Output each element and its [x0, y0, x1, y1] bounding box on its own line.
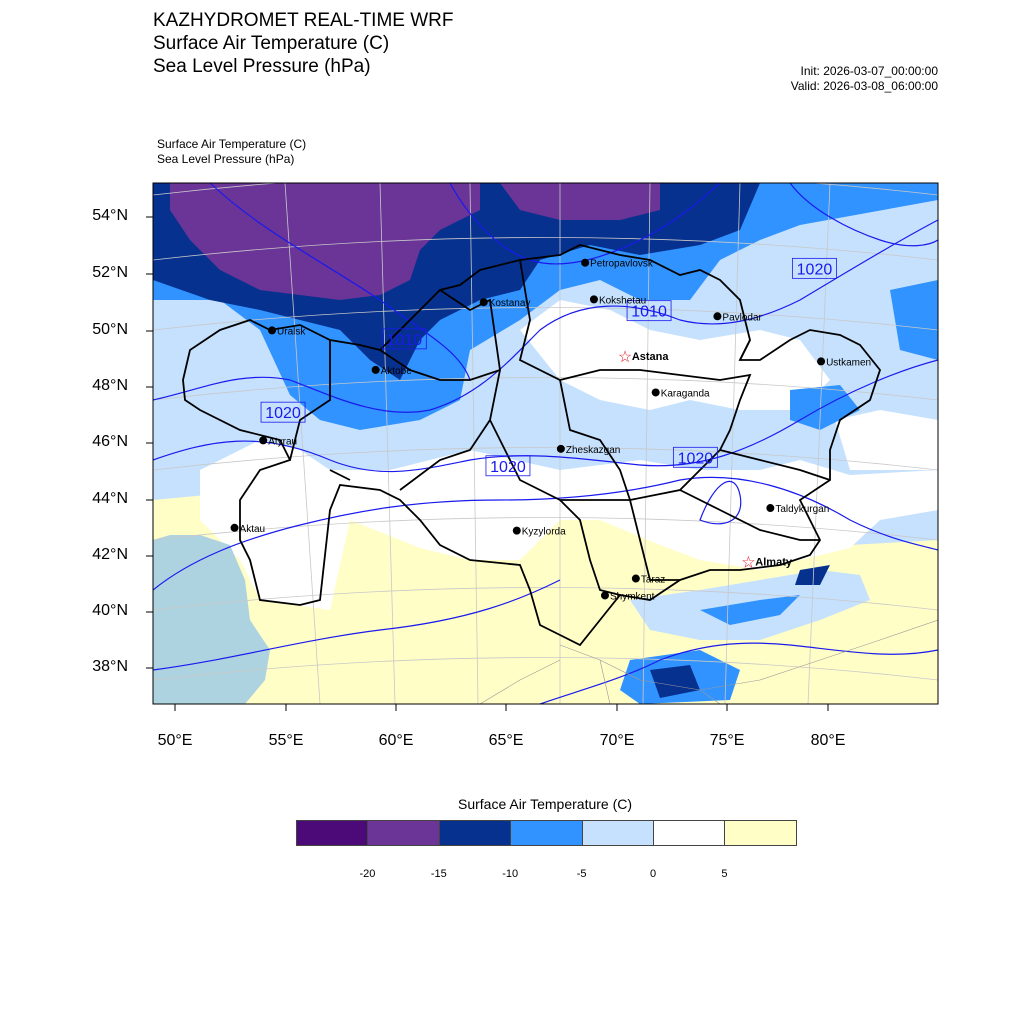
city-label: Zheskazgan: [565, 444, 621, 456]
city-dot: [601, 591, 609, 599]
colorbar-swatch: [439, 820, 511, 846]
valid-time: Valid: 2026-03-08_06:00:00: [790, 79, 938, 93]
city-dot: [713, 312, 721, 320]
subtitle-temperature: Surface Air Temperature (C): [157, 137, 307, 151]
lat-label: 44°N: [92, 490, 128, 507]
capital-label: Almaty: [755, 556, 792, 569]
isobar-label: 1020: [490, 458, 526, 476]
main-title: KAZHYDROMET REAL-TIME WRF: [153, 10, 454, 31]
city-label: Petropavlovsk: [590, 258, 653, 270]
city-label: Taldykurgan: [775, 504, 830, 516]
lat-label: 40°N: [92, 602, 128, 619]
isobar-label: 1010: [386, 331, 423, 349]
city-dot: [632, 575, 640, 583]
isobar-label: 1020: [677, 450, 714, 468]
colorbar-swatch: [367, 820, 439, 846]
city-dot: [372, 366, 380, 374]
city-label: Taraz: [640, 574, 666, 586]
lon-label: 65°E: [488, 732, 524, 749]
colorbar-label: -20: [359, 868, 376, 880]
title-pressure: Sea Level Pressure (hPa): [153, 56, 371, 77]
city-label: Shymkent: [609, 591, 655, 603]
isobar-label: 1010: [631, 303, 667, 321]
city-dot: [231, 524, 239, 532]
city-dot: [557, 445, 565, 453]
colorbar-swatch: [296, 820, 368, 846]
colorbar-label: -15: [430, 868, 447, 880]
colorbar-label: -10: [502, 868, 519, 880]
subtitle-pressure: Sea Level Pressure (hPa): [157, 152, 295, 166]
lon-label: 55°E: [268, 732, 304, 749]
city-label: Aktobe: [380, 365, 412, 377]
lat-label: 38°N: [92, 658, 128, 675]
city-label: Kyzylorda: [521, 526, 566, 538]
city-dot: [259, 436, 267, 444]
city-dot: [513, 527, 521, 535]
city-label: Aktau: [239, 523, 266, 535]
city-dot: [268, 326, 276, 334]
colorbar-swatch: [653, 820, 725, 846]
title-temperature: Surface Air Temperature (C): [153, 33, 390, 54]
city-label: Ustkamen: [826, 357, 872, 369]
capital-star-icon: ☆: [741, 554, 756, 572]
city-dot: [766, 504, 774, 512]
capital-star-icon: ☆: [617, 348, 633, 366]
lat-label: 54°N: [92, 207, 128, 224]
lat-label: 52°N: [92, 264, 128, 281]
city-dot: [581, 259, 589, 267]
city-label: Kostanay: [488, 298, 531, 310]
lat-label: 46°N: [92, 433, 128, 450]
city-dot: [817, 357, 825, 365]
colorbar-label: 5: [721, 868, 728, 880]
init-time: Init: 2026-03-07_00:00:00: [800, 64, 938, 78]
city-dot: [652, 388, 660, 396]
lon-label: 80°E: [810, 732, 846, 749]
city-label: Pavlodar: [722, 312, 762, 324]
colorbar-swatch: [724, 820, 796, 846]
colorbar-swatch: [582, 820, 654, 846]
city-dot: [590, 295, 598, 303]
lon-label: 75°E: [709, 732, 745, 749]
colorbar-title: Surface Air Temperature (C): [457, 796, 633, 812]
city-label: Kokshetau: [598, 295, 647, 307]
isobar-label: 1020: [796, 261, 833, 279]
city-label: Atyrau: [268, 436, 298, 448]
colorbar-label: 0: [649, 868, 657, 880]
colorbar-label: -5: [576, 868, 587, 880]
city-label: Karaganda: [660, 388, 710, 400]
lat-label: 50°N: [92, 321, 128, 338]
capital-label: Astana: [631, 350, 669, 363]
lon-label: 50°E: [157, 732, 193, 749]
lat-label: 48°N: [92, 377, 128, 394]
lon-label: 70°E: [599, 732, 635, 749]
colorbar-swatch: [510, 820, 582, 846]
lon-label: 60°E: [378, 732, 414, 749]
lat-label: 42°N: [92, 546, 128, 563]
city-dot: [480, 298, 488, 306]
isobar-label: 1020: [265, 405, 301, 423]
city-label: Uralsk: [277, 326, 306, 338]
